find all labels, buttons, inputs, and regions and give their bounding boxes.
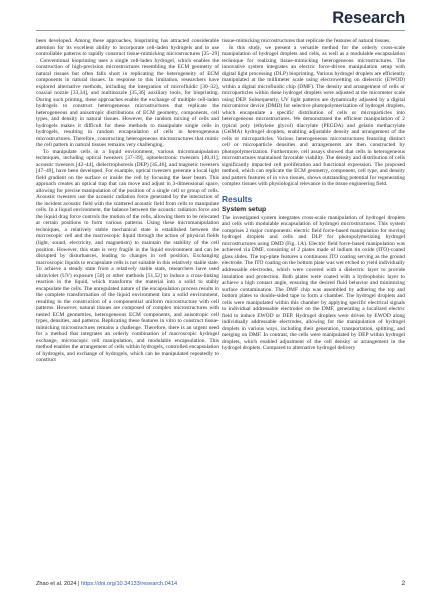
paragraph: In this study, we present a versatile method for the orderly cross-scale manipulation of hydrogel droplets and cells, as well as a modulable encapsulation technique for realizing tissue-mimicking heterogeneous microstructures. The innovative system integrates an electric force-driven manipulation setup with digital light processing (DLP) bioprinting. Various hydrogel droplets are efficiently manipulated at the millimeter scale using electrowetting on dielectric (EWOD) within a digital microfluidic chip (DMF). The density and arrangement of cells or microparticles within these hydrogel droplets were adjusted at the micometer scale using DEP. Subsequently, UV light patterns are dynamically adjusted by a digital micromirror device (DMD) for selective photopolymerization of hydrogel droplets, which encapsulate a specific distribution of cells or microparticles into heterogeneous microstructures. We demonstrated the efficient manipulation of 2 typical poly (ethylene glycol) diacrylate (PEGDA) and gelatin methacrylate (GelMA) hydrogel droplets, enabling adjustable density and arrangement of the cells or microparticles. Various heterogeneous microstructures featuring distinct cell or microparticle densities and arrangements are then constructed by photopolymerization. Furthermore, cell assays showed that cells in heterogeneous microstructures maintained favorable viability. The density and distribution of cells significantly impacted cell proliferation and functional expression. The proposed method, which can replicate the ECM geometry, component, cell type, and density and pattern features of in vivo tissues, shows outstanding potential for regenerating complex tissues with physiological relevance in the tissue engineering field.: [222, 44, 405, 188]
left-column: [36, 38, 219, 364]
right-column: [222, 38, 405, 352]
header-divider: [36, 30, 405, 31]
journal-section-title: Research: [332, 9, 405, 27]
doi-link[interactable]: https://doi.org/10.34133/research.0414: [81, 581, 178, 587]
subsection-heading-system-setup: System setup: [222, 205, 267, 213]
section-heading-results: Results: [222, 193, 253, 204]
citation-text: Zhao et al. 2024 |: [36, 581, 81, 587]
paragraph: To manipulate cells in a liquid environment, various micromanipulation techniques, including optical tweezers [37–39], optoelectronic tweezers [40,41], acoustic tweezers [42–44], dielectrophoresis (DEP) [45,46], and magnetic tweezers [47–49], have been developed. For example, optical tweezers generate a local light field gradient on the surface or inside the cell by focusing the laser beam. This approach creates an optical trap that can move and adjust in 3-dimensional space, allowing for precise manipulation of the position of a single cell or group of cells. Acoustic tweezers use the acoustic radiation force generated by the interaction of the incident acoustic field with the scattered acoustic field from cells to manipulate cells. In a liquid environment, the balance between the acoustic radiation force and the liquid drag force controls the motion of the cells, allowing them to be relocated at certain positions to form various patterns. Using these micromanipulation techniques, a relatively stable mechanical state is established between the microscopic cell and the macroscopic liquid through the action of physical fields (light, sound, electricity, and magnetism) to maintain the stability of the cell position. However, this state is very fragile in the liquid environment and can be disrupted by disturbances, leading to changes in cell position. Exchanging macroscopic liquids to encapsulate cells is not suitable in this relatively stable state. To achieve a steady state from a relatively stable state, researchers have used ultraviolet (UV) exposure [50] or other methods [51,52] to induce a cross-linking reaction in the liquid, which transforms the material into a solid to stably encapsulate the cells. The unregulated nature of the encapsulation process results in the complete transformation of the liquid environment into a solid environment, resulting in the construction of a componential uniform microstructure with cell patterns. However, natural tissues are composed of complex microstructures with nested ECM geometries, heterogeneous ECM components, and anisotropic cell types, densities, and patterns. Replicating these features in vitro to construct tissue-mimicking microstructures remains a challenge. Therefore, there is an urgent need for a method that integrates an orderly combination of macroscopic hydrogel exchange, microscopic cell manipulation, and modulable encapsulation. This method enables the arrangement of cells within hydrogels, controlled encapsulation of hydrogels, and exchange of hydrogels, which can be manipulated repeatedly to construct: [36, 148, 219, 364]
paragraph: been developed. Among these approaches, bioprinting has attracted considerable attention for its excellent ability to incorporate cell-laden hydrogels and to use controllable patterns to rapidly construct tissue-mimicking microstructures [25–29] . Conventional bioprinting uses a single cell-laden hydrogel, which enables the construction of high-precision microstructures resembling the ECM geometry of natural tissues but often falls short in replicating the heterogeneity of ECM components in natural tissues. In response to this limitation, researchers have explored alternative methods, including the integration of microfluidic [30–32], coaxial nozzle [33,34], and multinozzle [35,36] auxiliary tools, for bioprinting. During such printing, these approaches enable the exchange of multiple cell-laden hydrogels to construct heterogeneous microstructures that replicate the heterogeneous and anisotropic distributions of ECM geometry, components, cell types, and density in natural tissues. However, the random mixing of cells and hydrogels makes it difficult for these methods to manipulate single cells in hydrogels, resulting in random encapsulation of cells in heterogeneous microstructures. Therefore, constructing heterogeneous microstructures that mimic the cell pattern in natural tissues remains very challenging.: [36, 38, 219, 149]
paragraph: tissue-mimicking microstructures that replicate the features of natural tissues.: [222, 38, 391, 44]
paragraph: The investigated system integrates cross-scale manipulation of hydrogel droplets and cells with modulable encapsulation of hydrogel microstructures. This system comprises 2 major components: electric field force-based manipulation for moving hydrogel droplets and cells and DLP for photopolymerizing hydrogel microstructures using DMD (Fig. 1A). Electric field force-based manipulation was achieved via DMF, consisting of 2 plates made of indium tin oxide (ITO)-coated glass slides. The top-plate features a continuous ITO coating serving as the ground electrode. The ITO coating on the bottom plate was wet etched to yield individually addressable electrodes, which were covered with a dielectric layer to provide insulation and protection. Both plates were coated with a hydrophobic layer to achieve a high contact angle, ensuring the desired fluid behavior and minimizing surface contamination. The DMF chip was assembled by adhering the top and bottom plates to double-sided tape to form a chamber. The hydrogel droplets and cells were manipulated within this chamber by applying specific electrical signals to individual addressable electrodes on the DMF, generating a localized electric field to induce EWOD or DEP. Hydrogel droplets were driven by EWOD along individually addressable electrodes, allowing for the manipulation of hydrogel droplets in various ways, including their generation, transportation, splitting, and merging on DMF. In contrast, the cells were manipulated by DEP within hydrogel droplets, which enabled adjustment of the cell density or arrangement in the hydrogel droplets. Compared to alternative hydrogel delivery: [222, 214, 405, 352]
footer-citation: [36, 581, 177, 587]
page-number: 2: [401, 580, 405, 587]
